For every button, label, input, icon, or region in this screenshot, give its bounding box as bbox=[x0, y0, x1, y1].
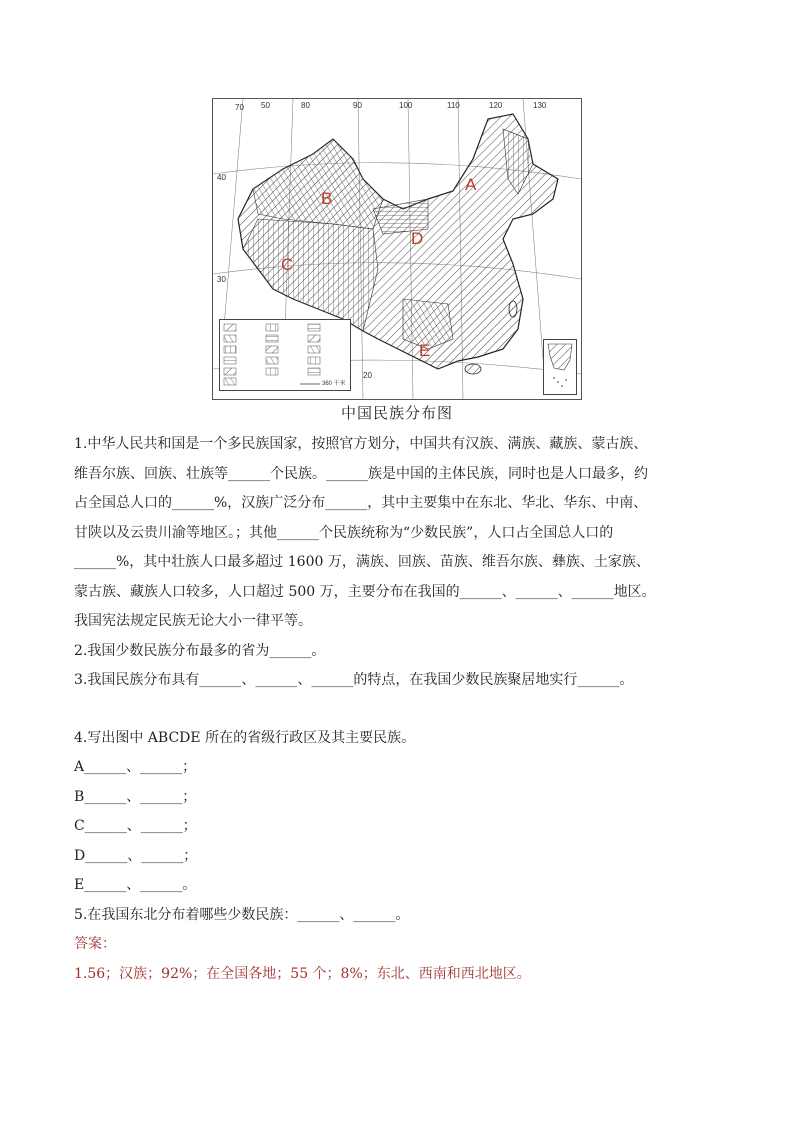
inset-graphic bbox=[544, 340, 576, 394]
map-label-c: C bbox=[281, 255, 294, 274]
grid-number: 110 bbox=[447, 101, 460, 110]
grid-number: 30 bbox=[217, 275, 226, 284]
q1-line: ______%，其中壮族人口最多超过 1600 万，满族、回族、苗族、维吾尔族、彝族、土家族、 bbox=[74, 554, 650, 570]
map-label-a: A bbox=[465, 175, 477, 194]
q1-line: 甘陕以及云贵川渝等地区。；其他______个民族统称为“少数民族”，人口占全国总人口的 bbox=[74, 524, 614, 541]
q4-item-a: A______、______； bbox=[74, 759, 197, 775]
q1-line: 占全国总人口的______%，汉族广泛分布______，其中主要集中在东北、华北、华东、中南、 bbox=[74, 495, 648, 511]
question-2: 2.我国少数民族分布最多的省为______。 bbox=[74, 642, 326, 659]
answer-text: 1.56；汉族；92%；在全国各地；55 个；8%；东北、西南和西北地区。 bbox=[74, 965, 531, 982]
map-label-b: B bbox=[321, 189, 333, 208]
map-label-d: D bbox=[411, 229, 424, 248]
q4-item-d: D______、______； bbox=[74, 847, 198, 864]
map-caption: 中国民族分布图 bbox=[340, 404, 453, 422]
q4-item-b: B______、______； bbox=[74, 788, 197, 805]
grid-number: 70 bbox=[235, 103, 244, 112]
question-3: 3.我国民族分布具有______、______、______的特点，在我国少数民族聚居地实行______。 bbox=[74, 672, 634, 688]
q1-line: 我国宪法规定民族无论大小一律平等。 bbox=[74, 613, 312, 629]
q4-item-c: C______、______； bbox=[74, 818, 197, 834]
grid-number: 20 bbox=[363, 371, 372, 380]
grid-number: 130 bbox=[533, 101, 547, 110]
grid-number: 50 bbox=[261, 101, 270, 110]
q4-item-e: E______、______。 bbox=[74, 877, 197, 893]
south-china-sea-inset bbox=[543, 339, 577, 395]
grid-number: 80 bbox=[301, 101, 310, 110]
grid-number: 40 bbox=[217, 173, 226, 182]
question-content bbox=[74, 430, 734, 989]
q1-line: 蒙古族、藏族人口较多，人口超过 500 万，主要分布在我国的______、______、______地区。 bbox=[74, 583, 656, 600]
scale-label: 360 千米 bbox=[322, 381, 346, 387]
map-label-e: E bbox=[419, 341, 431, 360]
question-5: 5.在我国东北分布着哪些少数民族：______、______。 bbox=[74, 906, 410, 923]
ethnic-distribution-map bbox=[212, 98, 582, 400]
q1-line: 维吾尔族、回族、壮族等______个民族。______族是中国的主体民族，同时也是人口最多，约 bbox=[74, 465, 648, 482]
answer-label: 答案： bbox=[74, 936, 116, 952]
spacer bbox=[74, 696, 734, 724]
grid-number: 100 bbox=[399, 101, 413, 110]
grid-number: 120 bbox=[489, 101, 503, 110]
map-legend bbox=[219, 319, 351, 391]
grid-number: 90 bbox=[353, 101, 362, 110]
q1-line: 1.中华人民共和国是一个多民族国家，按照官方划分，中国共有汉族、满族、藏族、蒙古族、 bbox=[74, 436, 648, 452]
question-4-title: 4.写出图中 ABCDE 所在的省级行政区及其主要民族。 bbox=[74, 729, 416, 746]
